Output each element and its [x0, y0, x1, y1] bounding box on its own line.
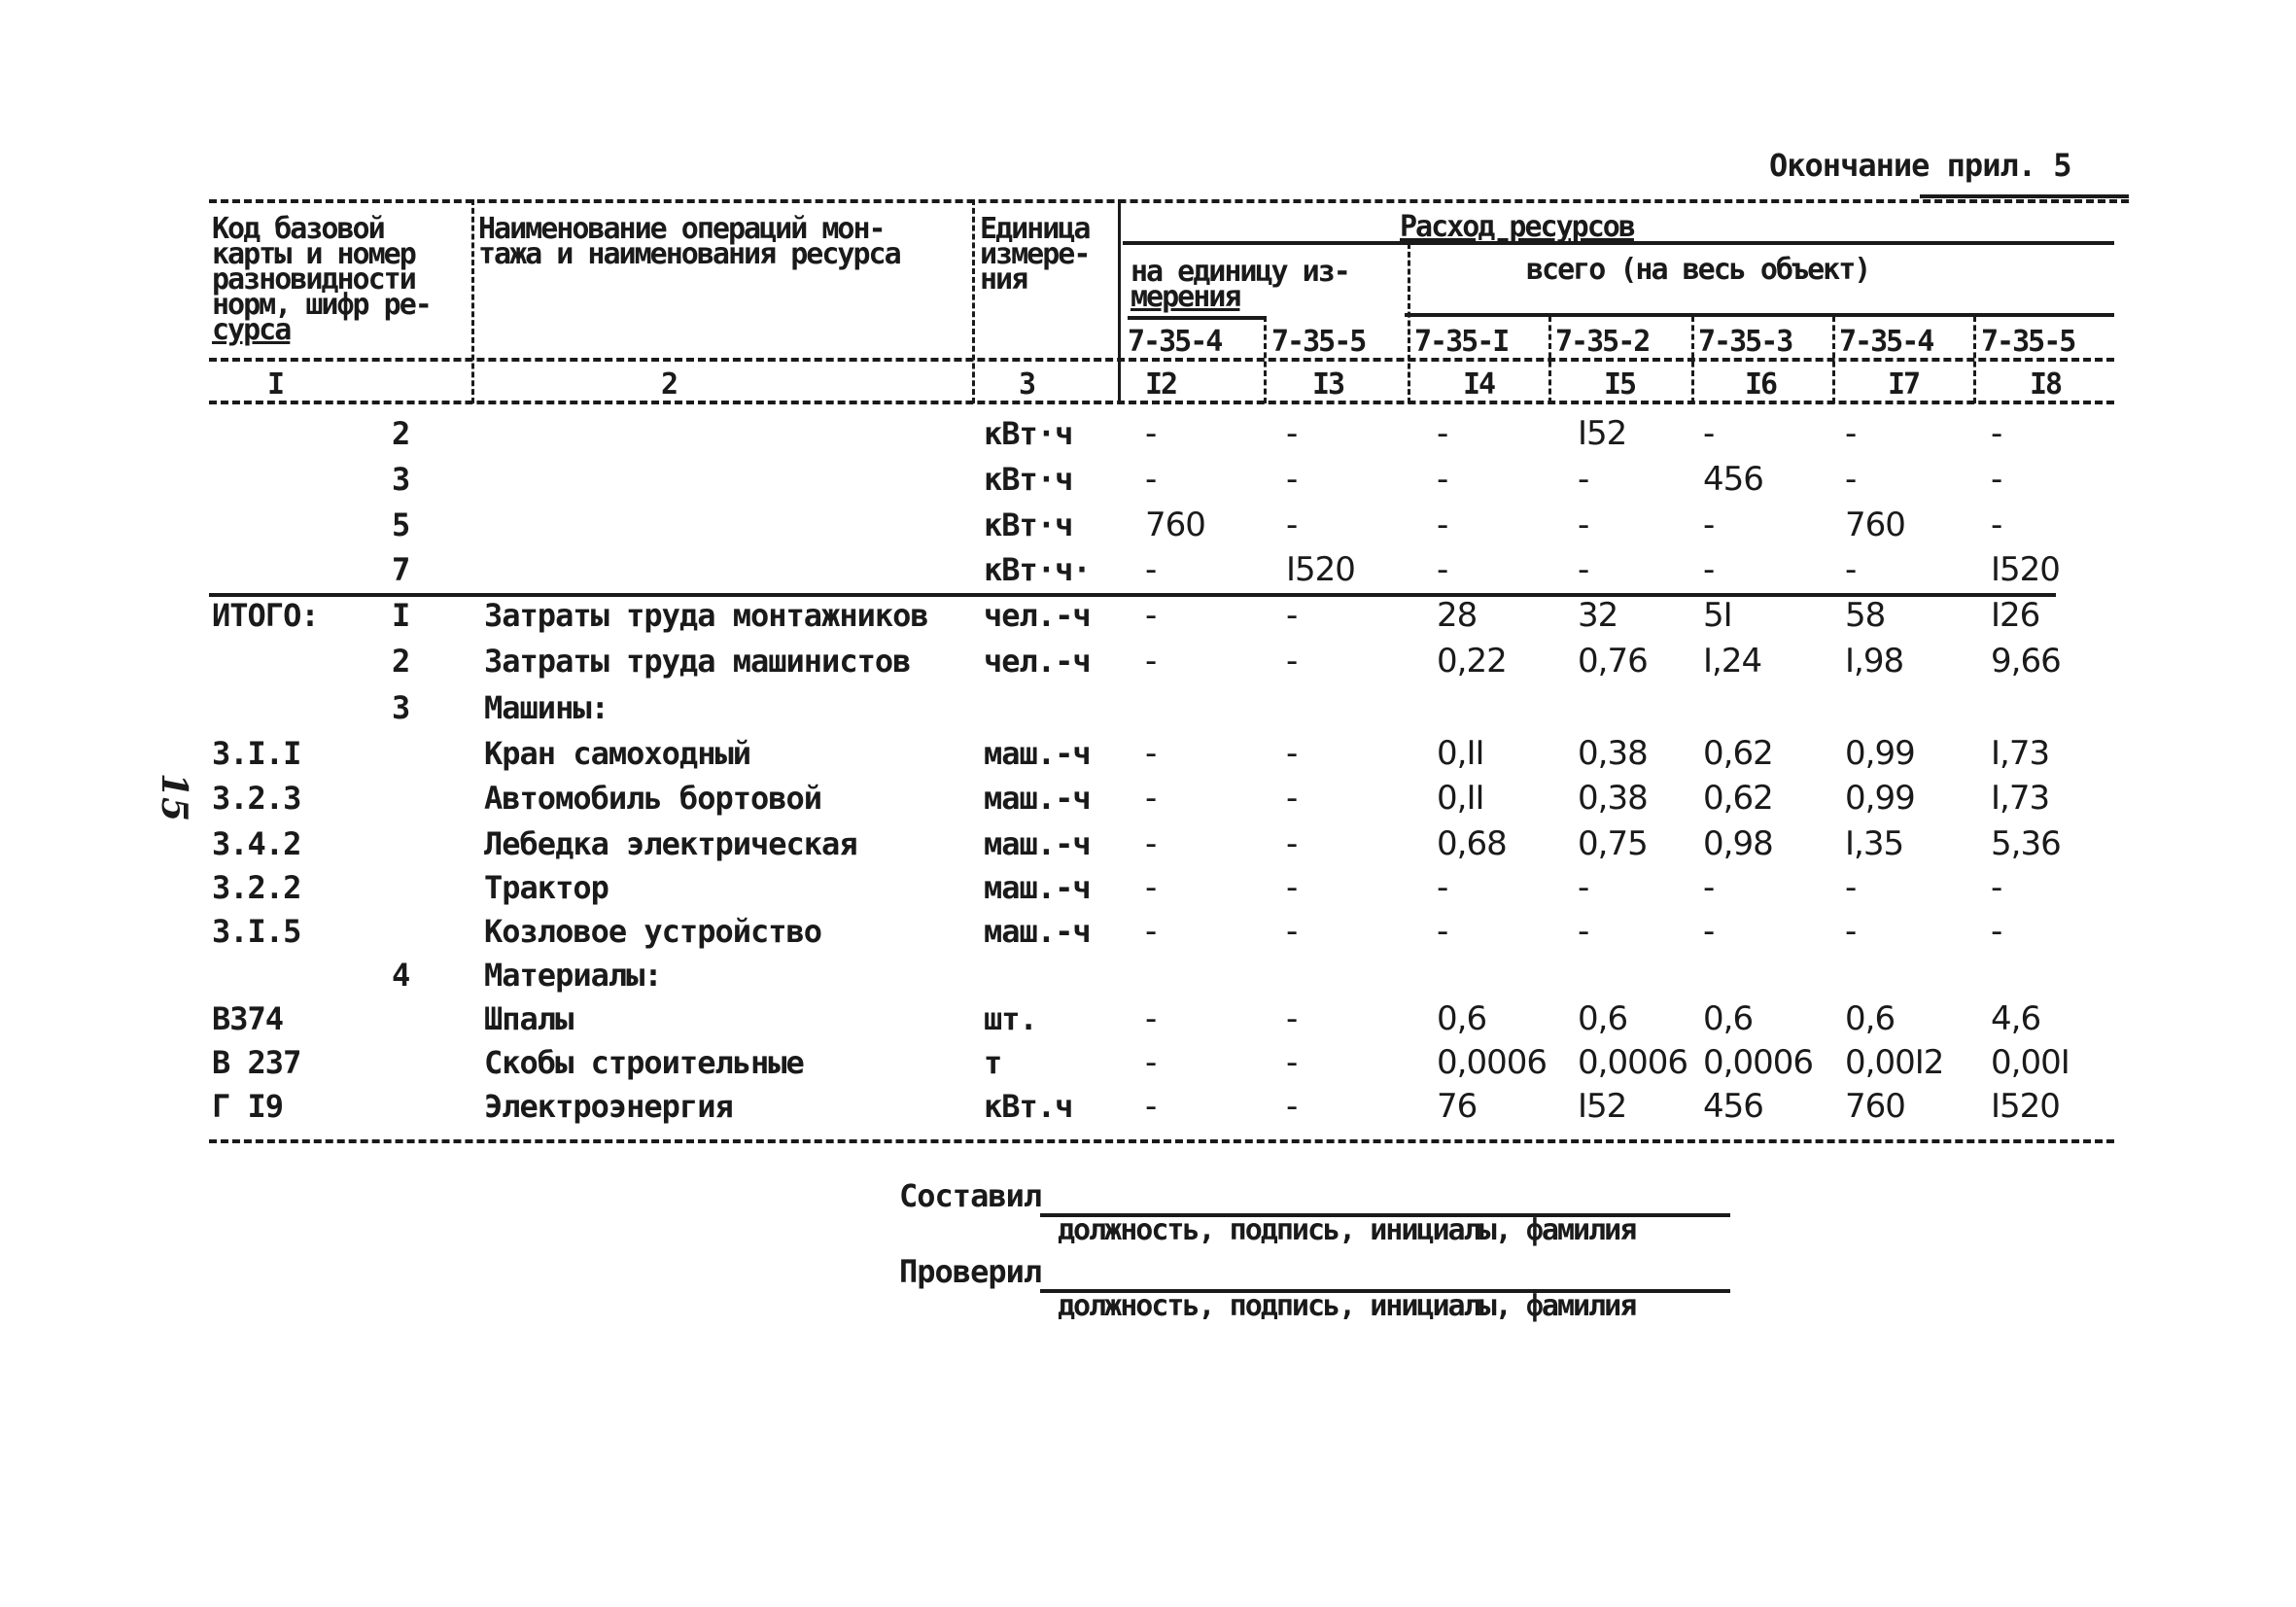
col-divider [1548, 316, 1551, 403]
row-value: 760 [1145, 506, 1205, 544]
row-name: Шпалы [484, 1000, 574, 1037]
colnum-cell: I6 [1745, 367, 1777, 402]
row-value: 0,II [1437, 734, 1484, 773]
row-value: - [1145, 824, 1157, 863]
row-unit: т [984, 1044, 1002, 1081]
row-unit: маш.-ч [984, 780, 1091, 817]
row-name: Затраты труда машинистов [484, 643, 911, 680]
row-value: 0,99 [1845, 734, 1915, 773]
row-value: 0,6 [1437, 999, 1487, 1038]
row-code: 3.2.3 [212, 780, 301, 817]
table-top-rule [209, 199, 2129, 203]
row-value: I,73 [1991, 734, 2050, 773]
row-value: 32 [1578, 596, 1618, 635]
row-value: - [1145, 779, 1157, 818]
row-value: 0,00I2 [1845, 1043, 1944, 1082]
colnum-cell: I [267, 367, 284, 402]
row-value: - [1145, 642, 1157, 681]
row-name: Автомобиль бортовой [484, 780, 822, 817]
row-value: - [1145, 1043, 1157, 1082]
row-value: 4,6 [1991, 999, 2041, 1038]
row-value: 9,66 [1991, 642, 2061, 681]
row-value: - [1845, 460, 1857, 499]
colnum-cell: I5 [1604, 367, 1636, 402]
row-value: I,35 [1845, 824, 1904, 863]
row-value: - [1437, 550, 1448, 589]
row-value: 0,0006 [1578, 1043, 1687, 1082]
colnum-cell: 2 [661, 367, 678, 402]
row-unit: шт. [984, 1000, 1037, 1037]
table-top-rule-right [1920, 194, 2129, 198]
row-value: 0,76 [1578, 642, 1648, 681]
row-value: - [1145, 912, 1157, 951]
row-name: Материалы: [484, 957, 662, 994]
col-divider [1408, 243, 1410, 403]
code-cell: 7-35-I [1414, 325, 1509, 359]
row-value: 0,0006 [1703, 1043, 1813, 1082]
header-col2: Наименование операций мон- тажа и наименования ресурса [478, 212, 900, 271]
row-name: Затраты труда монтажников [484, 597, 928, 634]
row-unit: кВт·ч [984, 415, 1073, 452]
header-total: всего (на весь объект) [1526, 253, 1870, 287]
row-value: 5I [1703, 596, 1732, 635]
row-value: - [1437, 414, 1448, 453]
row-value: 456 [1703, 1087, 1763, 1126]
row-code: ИТОГО: [212, 597, 319, 634]
page-number: 15 [154, 773, 194, 822]
row-value: - [1286, 460, 1298, 499]
row-name: Трактор [484, 869, 609, 906]
row-value: - [1145, 1087, 1157, 1126]
code-cell: 7-35-2 [1555, 325, 1650, 359]
row-value: - [1286, 506, 1298, 544]
row-code: 3.I.5 [212, 913, 301, 950]
row-value: - [1286, 912, 1298, 951]
row-value: 58 [1845, 596, 1886, 635]
row-unit: кВт·ч [984, 461, 1073, 498]
row-value: 0,00I [1991, 1043, 2070, 1082]
colnum-cell: I3 [1312, 367, 1344, 402]
row-value: 0,68 [1437, 824, 1507, 863]
row-value: - [1845, 414, 1857, 453]
row-value: 0,98 [1703, 824, 1773, 863]
row-name: Скобы строительные [484, 1044, 804, 1081]
row-value: 28 [1437, 596, 1478, 635]
compiled-label: Составил [899, 1177, 1042, 1214]
row-value: - [1578, 506, 1589, 544]
row-value: - [1991, 414, 2002, 453]
row-unit: кВт.ч [984, 1088, 1073, 1125]
row-value: - [1703, 506, 1715, 544]
row-number: I [392, 597, 410, 634]
row-unit: кВт·ч· [984, 551, 1091, 588]
col-divider [471, 199, 474, 403]
col-divider [1264, 316, 1267, 403]
row-unit: маш.-ч [984, 913, 1091, 950]
row-unit: чел.-ч [984, 597, 1091, 634]
row-value: 0,62 [1703, 779, 1773, 818]
row-value: - [1703, 868, 1715, 907]
row-code: В374 [212, 1000, 284, 1037]
row-value: - [1578, 912, 1589, 951]
row-value: - [1991, 460, 2002, 499]
row-value: - [1145, 550, 1157, 589]
row-code: 3.2.2 [212, 869, 301, 906]
row-value: I52 [1578, 414, 1627, 453]
row-value: I52 [1578, 1087, 1627, 1126]
row-value: 0,0006 [1437, 1043, 1547, 1082]
row-value: I26 [1991, 596, 2040, 635]
col-divider [1691, 316, 1694, 403]
row-value: 0,62 [1703, 734, 1773, 773]
header-col1: Код базовой карты и номер разновидности норм, шифр ре- сурса [212, 212, 431, 347]
row-value: - [1991, 868, 2002, 907]
header-col3: Единица измере- ния [980, 212, 1090, 297]
row-value: - [1578, 868, 1589, 907]
row-value: I520 [1286, 550, 1355, 589]
row-value: 0,99 [1845, 779, 1915, 818]
row-value: 0,38 [1578, 779, 1648, 818]
header-note: Окончание прил. 5 [1769, 147, 2071, 184]
header-resources: Расход ресурсов [1400, 210, 1634, 244]
row-value: - [1286, 414, 1298, 453]
code-cell: 7-35-5 [1981, 325, 2075, 359]
row-value: - [1437, 912, 1448, 951]
row-value: 0,6 [1703, 999, 1754, 1038]
col-divider [1973, 316, 1976, 403]
row-unit: маш.-ч [984, 825, 1091, 862]
row-value: 760 [1845, 506, 1905, 544]
row-number: 3 [392, 461, 410, 498]
row-unit: чел.-ч [984, 643, 1091, 680]
row-value: - [1578, 460, 1589, 499]
colnum-cell: I4 [1463, 367, 1495, 402]
row-value: 0,38 [1578, 734, 1648, 773]
row-value: I,24 [1703, 642, 1762, 681]
row-value: - [1286, 734, 1298, 773]
row-value: - [1286, 1043, 1298, 1082]
row-value: - [1286, 779, 1298, 818]
row-value: - [1145, 868, 1157, 907]
row-value: - [1145, 596, 1157, 635]
subheader-rule [1405, 313, 2114, 317]
col-divider [1832, 316, 1835, 403]
header-per-unit: на единицу из- мерения [1131, 255, 1349, 314]
row-name: Машины: [484, 689, 609, 726]
colnum-cell: I8 [2030, 367, 2062, 402]
row-value: - [1703, 414, 1715, 453]
row-value: 760 [1845, 1087, 1905, 1126]
row-value: - [1145, 999, 1157, 1038]
row-number: 4 [392, 957, 410, 994]
row-value: - [1991, 506, 2002, 544]
colnum-cell: I2 [1145, 367, 1177, 402]
row-unit: маш.-ч [984, 869, 1091, 906]
row-value: I,73 [1991, 779, 2050, 818]
row-value: - [1286, 596, 1298, 635]
row-name: Лебедка электрическая [484, 825, 857, 862]
row-name: Козловое устройство [484, 913, 822, 950]
row-name: Кран самоходный [484, 735, 750, 772]
row-name: Электроэнергия [484, 1088, 733, 1125]
code-cell: 7-35-5 [1271, 325, 1366, 359]
code-cell: 7-35-4 [1839, 325, 1933, 359]
row-unit: маш.-ч [984, 735, 1091, 772]
row-code: 3.I.I [212, 735, 301, 772]
perunit-rule [1128, 316, 1264, 320]
row-value: 0,75 [1578, 824, 1648, 863]
row-value: - [1991, 912, 2002, 951]
row-value: I,98 [1845, 642, 1904, 681]
row-value: - [1437, 506, 1448, 544]
row-value: - [1845, 912, 1857, 951]
row-value: - [1845, 550, 1857, 589]
row-value: - [1286, 868, 1298, 907]
row-value: - [1703, 550, 1715, 589]
row-value: 0,22 [1437, 642, 1507, 681]
col-divider [1118, 199, 1121, 403]
compiled-caption: должность, подпись, инициалы, фамилия [1058, 1213, 1636, 1247]
row-number: 2 [392, 643, 410, 680]
colnum-cell: I7 [1888, 367, 1920, 402]
code-cell: 7-35-4 [1128, 325, 1222, 359]
colnum-cell: 3 [1019, 367, 1035, 402]
row-value: 76 [1437, 1087, 1478, 1126]
row-value: 5,36 [1991, 824, 2061, 863]
row-value: - [1145, 414, 1157, 453]
row-code: Г I9 [212, 1088, 284, 1125]
row-unit: кВт·ч [984, 507, 1073, 543]
row-value: - [1286, 999, 1298, 1038]
row-number: 3 [392, 689, 410, 726]
row-value: - [1145, 460, 1157, 499]
row-number: 7 [392, 551, 410, 588]
row-value: - [1145, 734, 1157, 773]
row-number: 5 [392, 507, 410, 543]
row-value: - [1845, 868, 1857, 907]
row-number: 2 [392, 415, 410, 452]
row-value: - [1437, 460, 1448, 499]
row-value: I520 [1991, 550, 2060, 589]
row-code: В 237 [212, 1044, 301, 1081]
row-value: - [1703, 912, 1715, 951]
checked-caption: должность, подпись, инициалы, фамилия [1058, 1289, 1636, 1323]
col-divider [972, 199, 975, 403]
row-value: - [1286, 642, 1298, 681]
checked-label: Проверил [899, 1253, 1042, 1290]
row-value: I520 [1991, 1087, 2060, 1126]
row-value: - [1286, 1087, 1298, 1126]
code-cell: 7-35-3 [1698, 325, 1792, 359]
row-value: - [1437, 868, 1448, 907]
row-value: - [1578, 550, 1589, 589]
row-value: 0,6 [1845, 999, 1896, 1038]
row-value: 0,II [1437, 779, 1484, 818]
row-value: 456 [1703, 460, 1763, 499]
row-value: - [1286, 824, 1298, 863]
row-code: 3.4.2 [212, 825, 301, 862]
row-value: 0,6 [1578, 999, 1628, 1038]
table-bottom-rule [209, 1139, 2114, 1143]
